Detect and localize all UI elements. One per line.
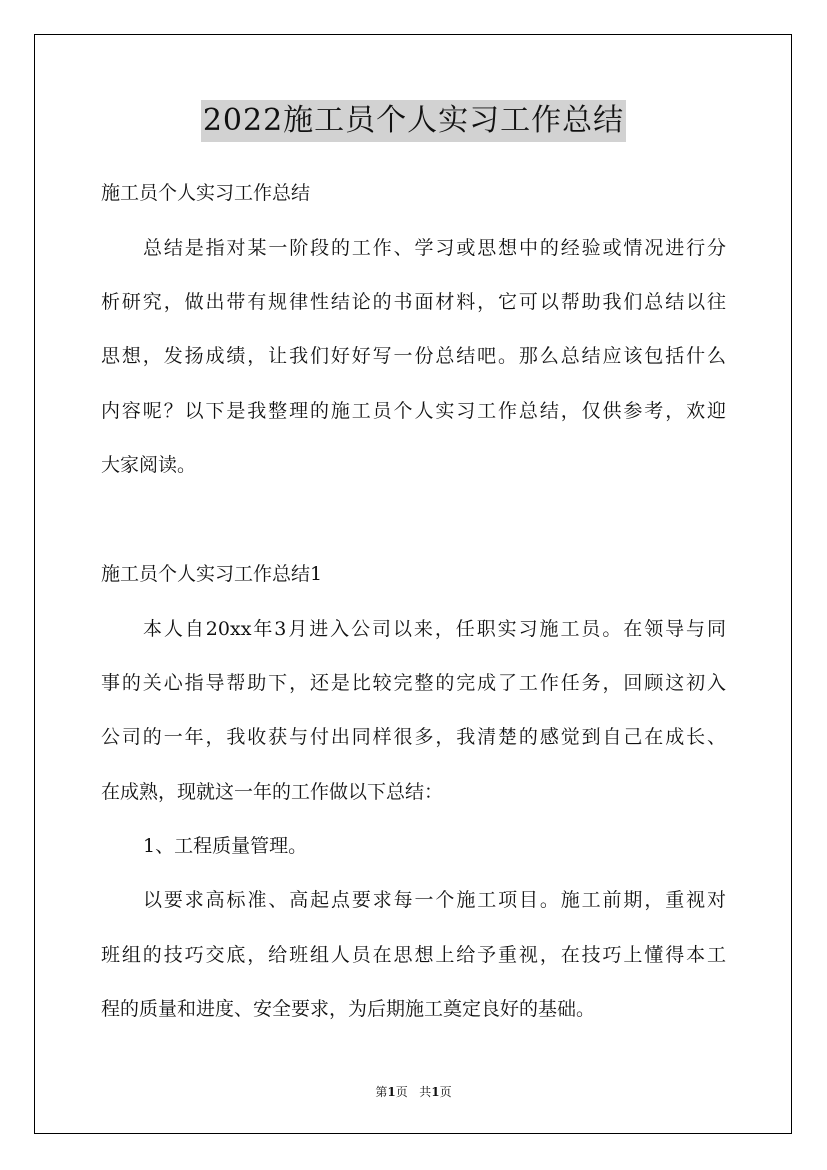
- page-footer: [0, 1084, 827, 1100]
- total-pages: 1: [431, 1085, 440, 1099]
- page-label-prefix: 第: [375, 1085, 388, 1099]
- item1-line-1: 以要求高标准、高起点要求每一个施工项目。施工前期，重视对: [143, 889, 726, 911]
- total-label-prefix: 共: [419, 1085, 432, 1099]
- item1-line-2: 班组的技巧交底，给班组人员在思想上给予重视，在技巧上懂得本工: [101, 944, 726, 966]
- section1-line-3: 公司的一年，我收获与付出同样很多，我清楚的感觉到自己在成长、: [101, 726, 726, 748]
- document-title: 2022施工员个人实习工作总结: [201, 100, 626, 142]
- section1-line-4: 在成熟，现就这一年的工作做以下总结：: [101, 781, 444, 803]
- intro-line-5: 大家阅读。: [101, 454, 197, 476]
- intro-line-3: 思想，发扬成绩，让我们好好写一份总结吧。那么总结应该包括什么: [101, 345, 726, 367]
- page-label-suffix: 页: [395, 1085, 408, 1099]
- item1-line-3: 程的质量和进度、安全要求，为后期施工奠定良好的基础。: [101, 998, 596, 1020]
- section1-line-1: 本人自20xx年3月进入公司以来，任职实习施工员。在领导与同: [143, 618, 726, 640]
- intro-line-4: 内容呢？以下是我整理的施工员个人实习工作总结，仅供参考，欢迎: [101, 400, 726, 422]
- section1-line-2: 事的关心指导帮助下，还是比较完整的完成了工作任务，回顾这初入: [101, 672, 726, 694]
- subtitle: 施工员个人实习工作总结: [101, 182, 311, 204]
- item1-heading: 1、工程质量管理。: [143, 835, 308, 857]
- page-number: 1: [387, 1085, 396, 1099]
- title-block: [0, 100, 827, 142]
- intro-line-2: 析研究，做出带有规律性结论的书面材料，它可以帮助我们总结以往: [101, 291, 726, 313]
- total-label-suffix: 页: [439, 1085, 452, 1099]
- intro-line-1: 总结是指对某一阶段的工作、学习或思想中的经验或情况进行分: [143, 237, 726, 259]
- section1-heading: 施工员个人实习工作总结1: [101, 563, 323, 585]
